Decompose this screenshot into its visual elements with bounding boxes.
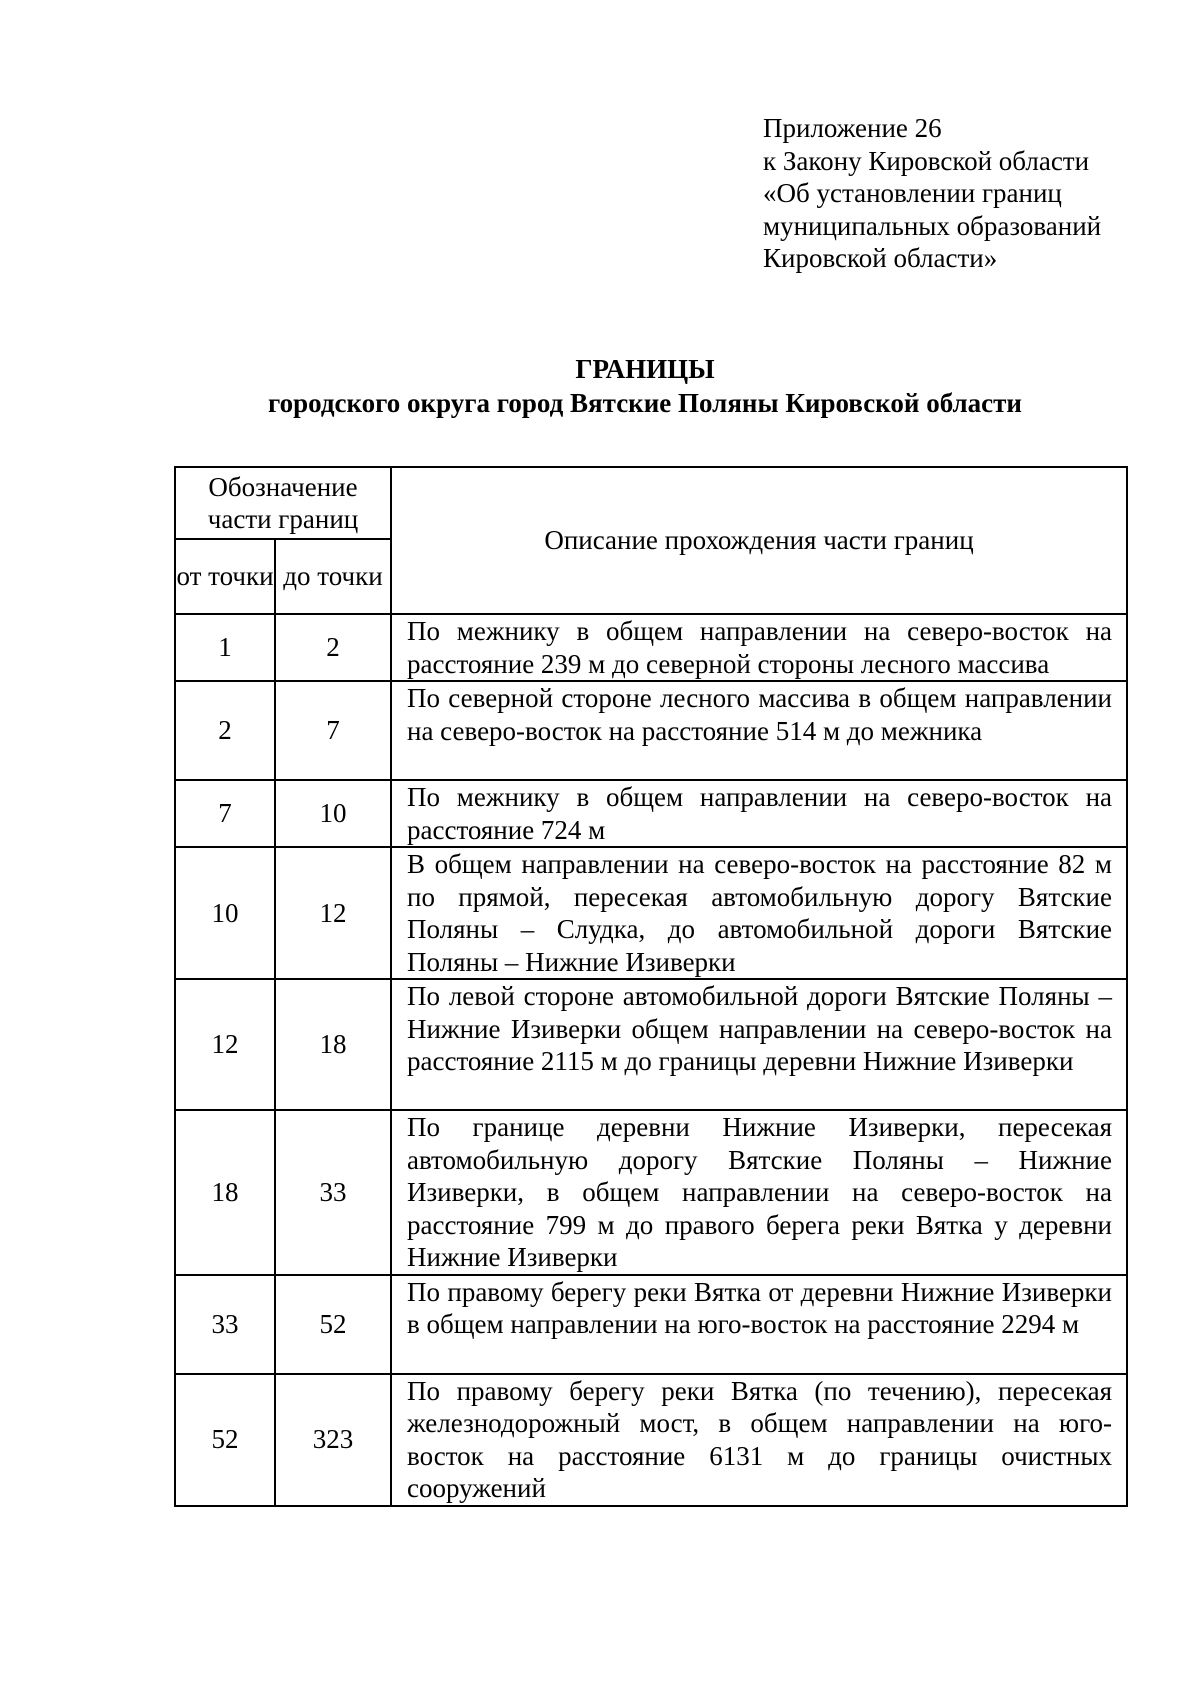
cell-description: В общем направлении на северо-восток на расстояние 82 м по прямой, пересекая автомобильную дорогу Вятские Поляны – Слудка, до автомобильной дороги Вятские Поляны – Нижние Изиверки <box>391 847 1127 979</box>
table-row <box>175 1374 1127 1506</box>
cell-from: 2 <box>175 681 275 780</box>
annex-line: к Закону Кировской области <box>763 145 1090 176</box>
cell-description: По межнику в общем направлении на северо-восток на расстояние 724 м <box>391 780 1127 847</box>
cell-to: 18 <box>275 979 391 1110</box>
cell-from: 10 <box>175 847 275 979</box>
annex-line: муниципальных образований <box>763 210 1102 241</box>
annex-line: Приложение 26 <box>763 113 942 143</box>
header-description: Описание прохождения части границ <box>391 467 1127 614</box>
cell-from: 7 <box>175 780 275 847</box>
table-row <box>175 1275 1127 1374</box>
document-title <box>0 352 1200 420</box>
table-row <box>175 614 1127 681</box>
title-main: ГРАНИЦЫ <box>575 354 715 384</box>
cell-description: По границе деревни Нижние Изиверки, пересекая автомобильную дорогу Вятские Поляны – Нижние Изиверки, в общем направлении на северо-восток на расстояние 799 м до правого берега реки Вятка у деревни Нижние Изиверки <box>391 1110 1127 1275</box>
boundary-table <box>174 466 1128 1507</box>
table-row <box>175 780 1127 847</box>
table-header-row <box>175 467 1127 539</box>
cell-to: 7 <box>275 681 391 780</box>
title-subtitle: городского округа город Вятские Поляны Кировской области <box>268 388 1022 418</box>
cell-from: 33 <box>175 1275 275 1374</box>
cell-description: По правому берегу реки Вятка от деревни Нижние Изиверки в общем направлении на юго-восток на расстояние 2294 м <box>391 1275 1127 1374</box>
table-row <box>175 1110 1127 1275</box>
cell-description: По левой стороне автомобильной дороги Вятские Поляны – Нижние Изиверки общем направлении на северо-восток на расстояние 2115 м до границы деревни Нижние Изиверки <box>391 979 1127 1110</box>
annex-line: Кировской области» <box>763 243 998 273</box>
cell-description: По правому берегу реки Вятка (по течению), пересекая железнодорожный мост, в общем направлении на юго-восток на расстояние 6131 м до границы очистных сооружений <box>391 1374 1127 1506</box>
annex-line: «Об установлении границ <box>763 178 1062 208</box>
cell-from: 12 <box>175 979 275 1110</box>
header-from-point: от точки <box>175 539 275 614</box>
table-row <box>175 847 1127 979</box>
cell-to: 2 <box>275 614 391 681</box>
table-row <box>175 979 1127 1110</box>
cell-from: 18 <box>175 1110 275 1275</box>
cell-description: По северной стороне лесного массива в общем направлении на северо-восток на расстояние 514 м до межника <box>391 681 1127 780</box>
annex-reference <box>763 112 1163 275</box>
cell-to: 323 <box>275 1374 391 1506</box>
cell-from: 1 <box>175 614 275 681</box>
cell-to: 33 <box>275 1110 391 1275</box>
cell-to: 52 <box>275 1275 391 1374</box>
cell-to: 10 <box>275 780 391 847</box>
cell-to: 12 <box>275 847 391 979</box>
table-row <box>175 681 1127 780</box>
header-to-point: до точки <box>275 539 391 614</box>
cell-from: 52 <box>175 1374 275 1506</box>
cell-description: По межнику в общем направлении на северо-восток на расстояние 239 м до северной стороны лесного массива <box>391 614 1127 681</box>
header-designation: Обозначение части границ <box>175 467 391 539</box>
